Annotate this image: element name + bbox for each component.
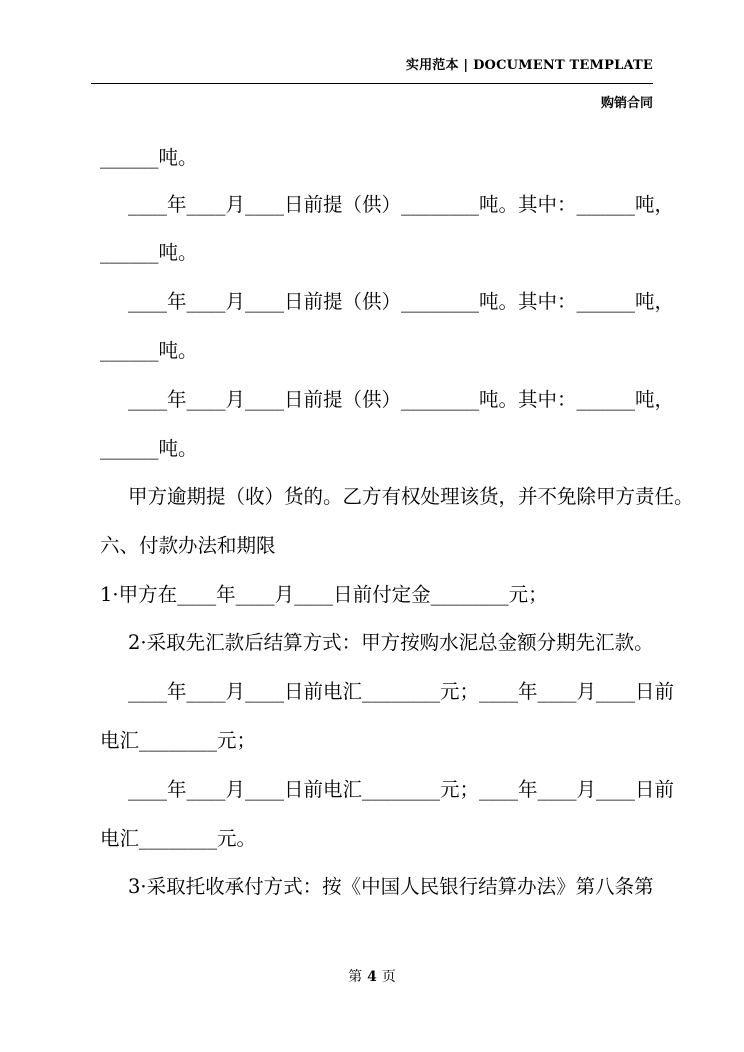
body-line-6: ____年____月____日前提（供）________吨。其中：______吨， (128, 388, 675, 411)
clause-2: 2·采取先汇款后结算方式：甲方按购水泥总金额分期先汇款。 (128, 631, 654, 654)
clause-3: 3·采取托收承付方式：按《中国人民银行结算办法》第八条第 (128, 875, 654, 898)
page-footer (0, 966, 744, 986)
footer-suffix: 页 (381, 969, 396, 985)
footer-prefix: 第 (348, 969, 363, 985)
body-line-14: ____年____月____日前电汇________元；____年____月____日前 (128, 778, 675, 801)
section-heading-payment: 六、付款办法和期限 (100, 534, 276, 557)
header-subtitle: 购销合同 (600, 96, 653, 111)
header-title: 实用范本 | DOCUMENT TEMPLATE (405, 58, 653, 73)
body-line-4: ____年____月____日前提（供）________吨。其中：______吨， (128, 290, 675, 313)
body-line-1: ______吨。 (100, 146, 198, 169)
body-line-3: ______吨。 (100, 241, 198, 264)
body-line-2: ____年____月____日前提（供）________吨。其中：______吨， (128, 193, 675, 216)
header-divider (91, 83, 653, 84)
page-number: 4 (367, 969, 377, 985)
clause-1: 1·甲方在____年____月____日前付定金________元； (100, 583, 548, 606)
body-line-13: 电汇________元； (100, 729, 257, 752)
body-line-7: ______吨。 (100, 437, 198, 460)
body-line-8: 甲方逾期提（收）货的。乙方有权处理该货，并不免除甲方责任。 (128, 485, 694, 508)
body-line-5: ______吨。 (100, 339, 198, 362)
body-line-12: ____年____月____日前电汇________元；____年____月____日前 (128, 680, 675, 703)
body-line-15: 电汇________元。 (100, 827, 257, 850)
